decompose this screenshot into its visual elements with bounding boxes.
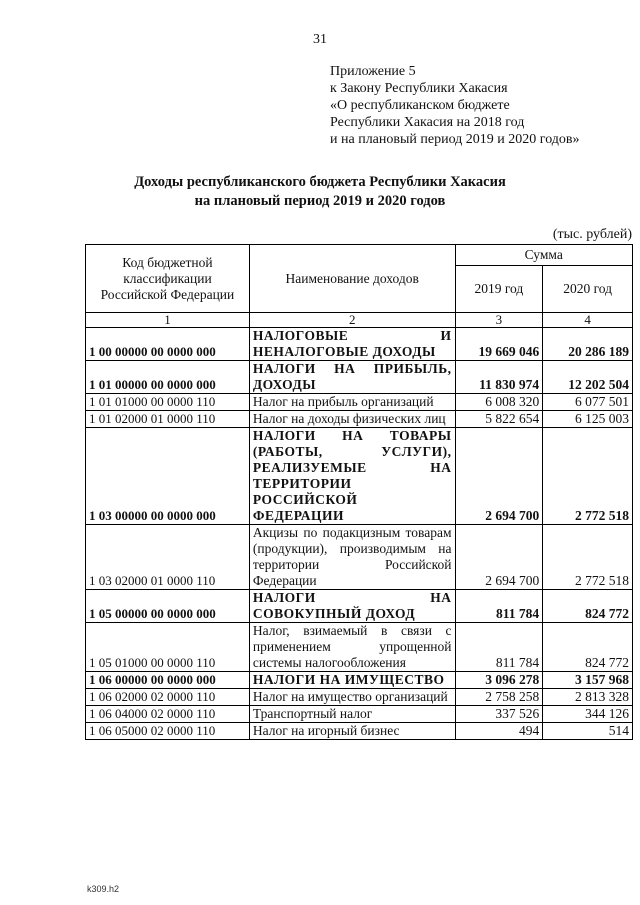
table-row (86, 689, 633, 706)
budget-table (85, 244, 633, 740)
appendix-line: и на плановый период 2019 и 2020 годов» (330, 132, 580, 147)
column-number-row (86, 313, 633, 328)
row-name: Налог, взимаемый в связи с применением упрощенной системы налогообложения (249, 623, 455, 672)
row-name: НАЛОГОВЫЕ И НЕНАЛОГОВЫЕ ДОХОДЫ (249, 328, 455, 361)
column-number: 1 (86, 313, 250, 328)
header-year-2020: 2020 год (543, 266, 633, 313)
document-title-line: Доходы республиканского бюджета Республики Хакасия (134, 174, 506, 190)
document-title-line: на плановый период 2019 и 2020 годов (194, 193, 446, 209)
header-code: Код бюджетной классификации Российской Федерации (86, 245, 250, 313)
row-value-2019: 3 096 278 (455, 672, 543, 689)
footer-file-code: k309.h2 (87, 884, 120, 894)
document-title (0, 173, 640, 211)
page-number: 31 (313, 32, 327, 47)
row-code: 1 01 02000 01 0000 110 (86, 411, 250, 428)
table-row (86, 525, 633, 590)
row-name: НАЛОГИ НА ИМУЩЕСТВО (249, 672, 455, 689)
row-code: 1 01 00000 00 0000 000 (86, 361, 250, 394)
appendix-line: Приложение 5 (330, 64, 416, 79)
row-name: Налог на прибыль организаций (249, 394, 455, 411)
header-sum: Сумма (455, 245, 632, 266)
row-value-2019: 811 784 (455, 590, 543, 623)
row-code: 1 06 02000 02 0000 110 (86, 689, 250, 706)
table-header (86, 245, 633, 328)
table-row (86, 328, 633, 361)
row-value-2020: 6 125 003 (543, 411, 633, 428)
row-value-2020: 2 772 518 (543, 428, 633, 525)
header-name: Наименование доходов (249, 245, 455, 313)
row-value-2020: 824 772 (543, 590, 633, 623)
row-value-2020: 3 157 968 (543, 672, 633, 689)
row-name: Акцизы по подакцизным товарам (продукции), производимым на территории Российской Федерации (249, 525, 455, 590)
row-value-2019: 11 830 974 (455, 361, 543, 394)
row-code: 1 06 04000 02 0000 110 (86, 706, 250, 723)
table-row (86, 590, 633, 623)
row-name: НАЛОГИ НА ТОВАРЫ (РАБОТЫ, УСЛУГИ), РЕАЛИЗУЕМЫЕ НА ТЕРРИТОРИИ РОССИЙСКОЙ ФЕДЕРАЦИИ (249, 428, 455, 525)
appendix-reference (330, 63, 580, 148)
column-number: 2 (249, 313, 455, 328)
units-label: (тыс. рублей) (552, 227, 632, 242)
appendix-line: к Закону Республики Хакасия (330, 81, 508, 96)
header-year-2019: 2019 год (455, 266, 543, 313)
row-name: НАЛОГИ НА СОВОКУПНЫЙ ДОХОД (249, 590, 455, 623)
row-value-2020: 12 202 504 (543, 361, 633, 394)
row-code: 1 03 02000 01 0000 110 (86, 525, 250, 590)
appendix-line: Республики Хакасия на 2018 год (330, 115, 525, 130)
column-number: 3 (455, 313, 543, 328)
row-code: 1 06 00000 00 0000 000 (86, 672, 250, 689)
table-row (86, 428, 633, 525)
row-name: Налог на имущество организаций (249, 689, 455, 706)
row-code: 1 01 01000 00 0000 110 (86, 394, 250, 411)
row-code: 1 05 01000 00 0000 110 (86, 623, 250, 672)
row-value-2019: 19 669 046 (455, 328, 543, 361)
row-code: 1 05 00000 00 0000 000 (86, 590, 250, 623)
row-name: НАЛОГИ НА ПРИБЫЛЬ, ДОХОДЫ (249, 361, 455, 394)
row-value-2019: 6 008 320 (455, 394, 543, 411)
table-row (86, 706, 633, 723)
row-value-2019: 2 694 700 (455, 525, 543, 590)
row-value-2020: 2 772 518 (543, 525, 633, 590)
table-row (86, 361, 633, 394)
row-value-2019: 811 784 (455, 623, 543, 672)
row-value-2019: 5 822 654 (455, 411, 543, 428)
row-value-2020: 824 772 (543, 623, 633, 672)
table-row (86, 723, 633, 740)
row-value-2020: 20 286 189 (543, 328, 633, 361)
row-value-2020: 6 077 501 (543, 394, 633, 411)
row-value-2019: 494 (455, 723, 543, 740)
table-body (86, 328, 633, 740)
row-name: Налог на доходы физических лиц (249, 411, 455, 428)
row-value-2020: 344 126 (543, 706, 633, 723)
row-code: 1 00 00000 00 0000 000 (86, 328, 250, 361)
row-name: Транспортный налог (249, 706, 455, 723)
row-value-2019: 2 758 258 (455, 689, 543, 706)
table-row (86, 672, 633, 689)
row-name: Налог на игорный бизнес (249, 723, 455, 740)
row-value-2019: 2 694 700 (455, 428, 543, 525)
appendix-line: «О республиканском бюджете (330, 98, 510, 113)
row-value-2019: 337 526 (455, 706, 543, 723)
row-code: 1 06 05000 02 0000 110 (86, 723, 250, 740)
table-row (86, 394, 633, 411)
row-value-2020: 514 (543, 723, 633, 740)
row-value-2020: 2 813 328 (543, 689, 633, 706)
table-row (86, 623, 633, 672)
column-number: 4 (543, 313, 633, 328)
table-row (86, 411, 633, 428)
row-code: 1 03 00000 00 0000 000 (86, 428, 250, 525)
